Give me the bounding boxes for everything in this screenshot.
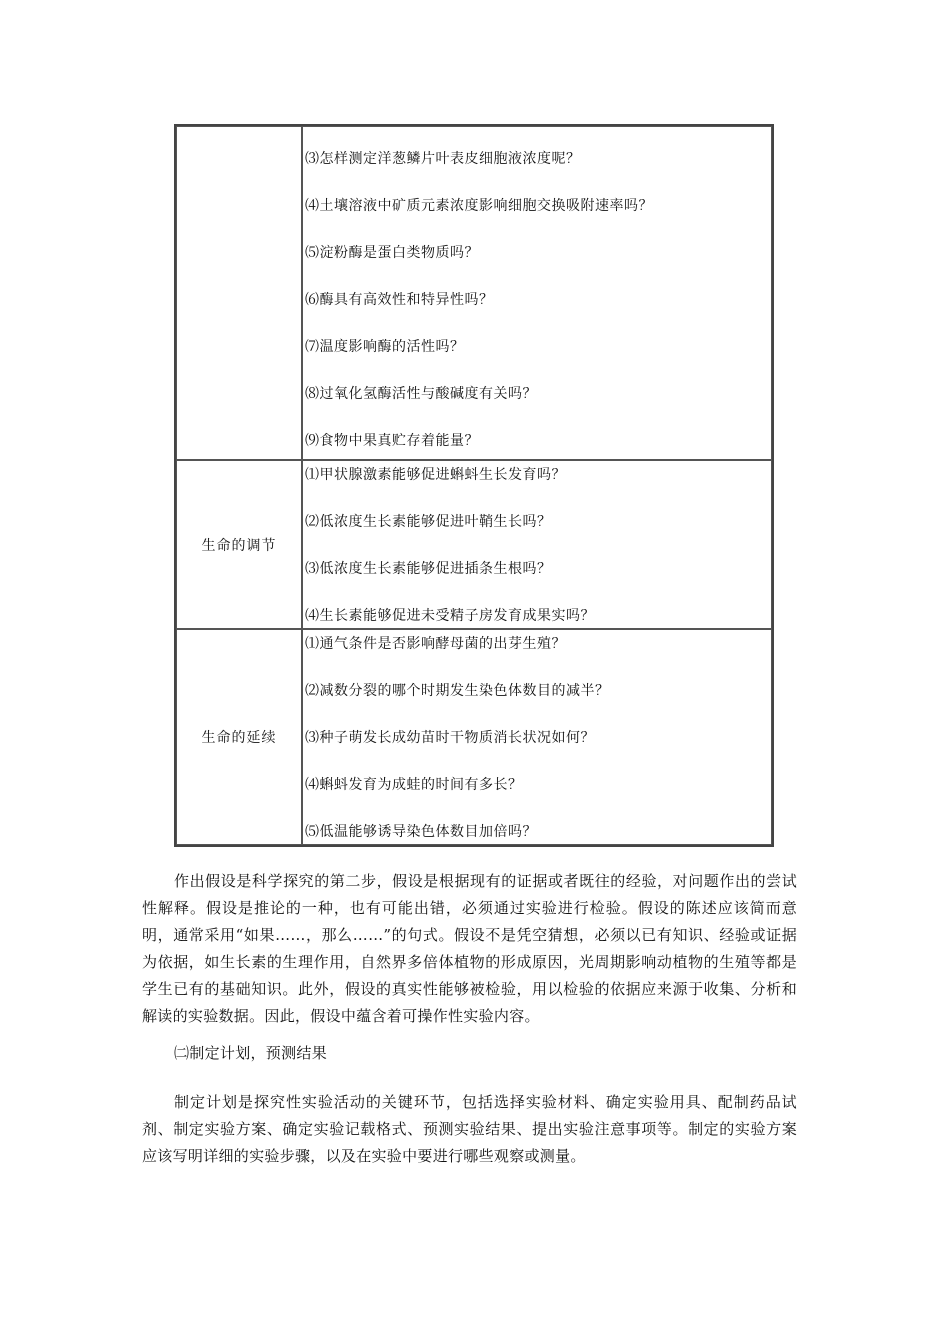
list-item: ⑻过氧化氢酶活性与酸碱度有关吗？ — [305, 386, 537, 402]
list-item: ⑴通气条件是否影响酵母菌的出芽生殖？ — [305, 636, 566, 652]
planning-paragraph: 制定计划是探究性实验活动的关键环节，包括选择实验材料、确定实验用具、配制药品试剂、制定实验方案、确定实验记载格式、预测实验结果、提出实验注意事项等。制定的实验方案应该写明详细的实验步骤，以及在实验中要进行哪些观察或测量。 — [142, 1093, 797, 1165]
table-row — [176, 629, 772, 845]
experiment-question-table — [174, 124, 774, 847]
question-cell — [302, 126, 772, 460]
list-item: ⑵减数分裂的哪个时期发生染色体数目的减半？ — [305, 683, 610, 699]
list-item: ⑺温度影响酶的活性吗？ — [305, 339, 465, 355]
table-row — [176, 460, 772, 629]
list-item: ⑸淀粉酶是蛋白类物质吗？ — [305, 245, 479, 261]
topic-cell: 生命的延续 — [176, 629, 302, 845]
question-cell — [302, 460, 772, 629]
list-item: ⑷土壤溶液中矿质元素浓度影响细胞交换吸附速率吗？ — [305, 198, 653, 214]
list-item: ⑴甲状腺激素能够促进蝌蚪生长发育吗？ — [305, 467, 566, 483]
list-item: ⑷蝌蚪发育为成蛙的时间有多长？ — [305, 777, 523, 793]
hypothesis-paragraph: 作出假设是科学探究的第二步，假设是根据现有的证据或者既往的经验，对问题作出的尝试性解释。假设是推论的一种，也有可能出错，必须通过实验进行检验。假设的陈述应该简而意明，通常采用“如果……，那么……”的句式。假设不是凭空猜想，必须以已有知识、经验或证据为依据，如生长素的生理作用，自然界多倍体植物的形成原因，光周期影响动植物的生殖等都是学生已有的基础知识。此外，假设的真实性能够被检验，用以检验的依据应来源于收集、分析和解读的实验数据。因此，假设中蕴含着可操作性实验内容。 — [142, 872, 797, 1025]
list-item: ⑶低浓度生长素能够促进插条生根吗？ — [305, 561, 552, 577]
section-heading: ㈡制定计划，预测结果 — [174, 1044, 328, 1062]
topic-cell — [176, 126, 302, 460]
list-item: ⑼食物中果真贮存着能量？ — [305, 433, 479, 449]
list-item: ⑶怎样测定洋葱鳞片叶表皮细胞液浓度呢？ — [305, 151, 581, 167]
table-row — [176, 126, 772, 460]
list-item: ⑶种子萌发长成幼苗时干物质消长状况如何？ — [305, 730, 595, 746]
list-item: ⑹酶具有高效性和特异性吗？ — [305, 292, 494, 308]
list-item: ⑵低浓度生长素能够促进叶鞘生长吗？ — [305, 514, 552, 530]
list-item: ⑷生长素能够促进未受精子房发育成果实吗？ — [305, 608, 595, 624]
list-item: ⑸低温能够诱导染色体数目加倍吗？ — [305, 824, 537, 840]
question-cell — [302, 629, 772, 845]
topic-cell: 生命的调节 — [176, 460, 302, 629]
